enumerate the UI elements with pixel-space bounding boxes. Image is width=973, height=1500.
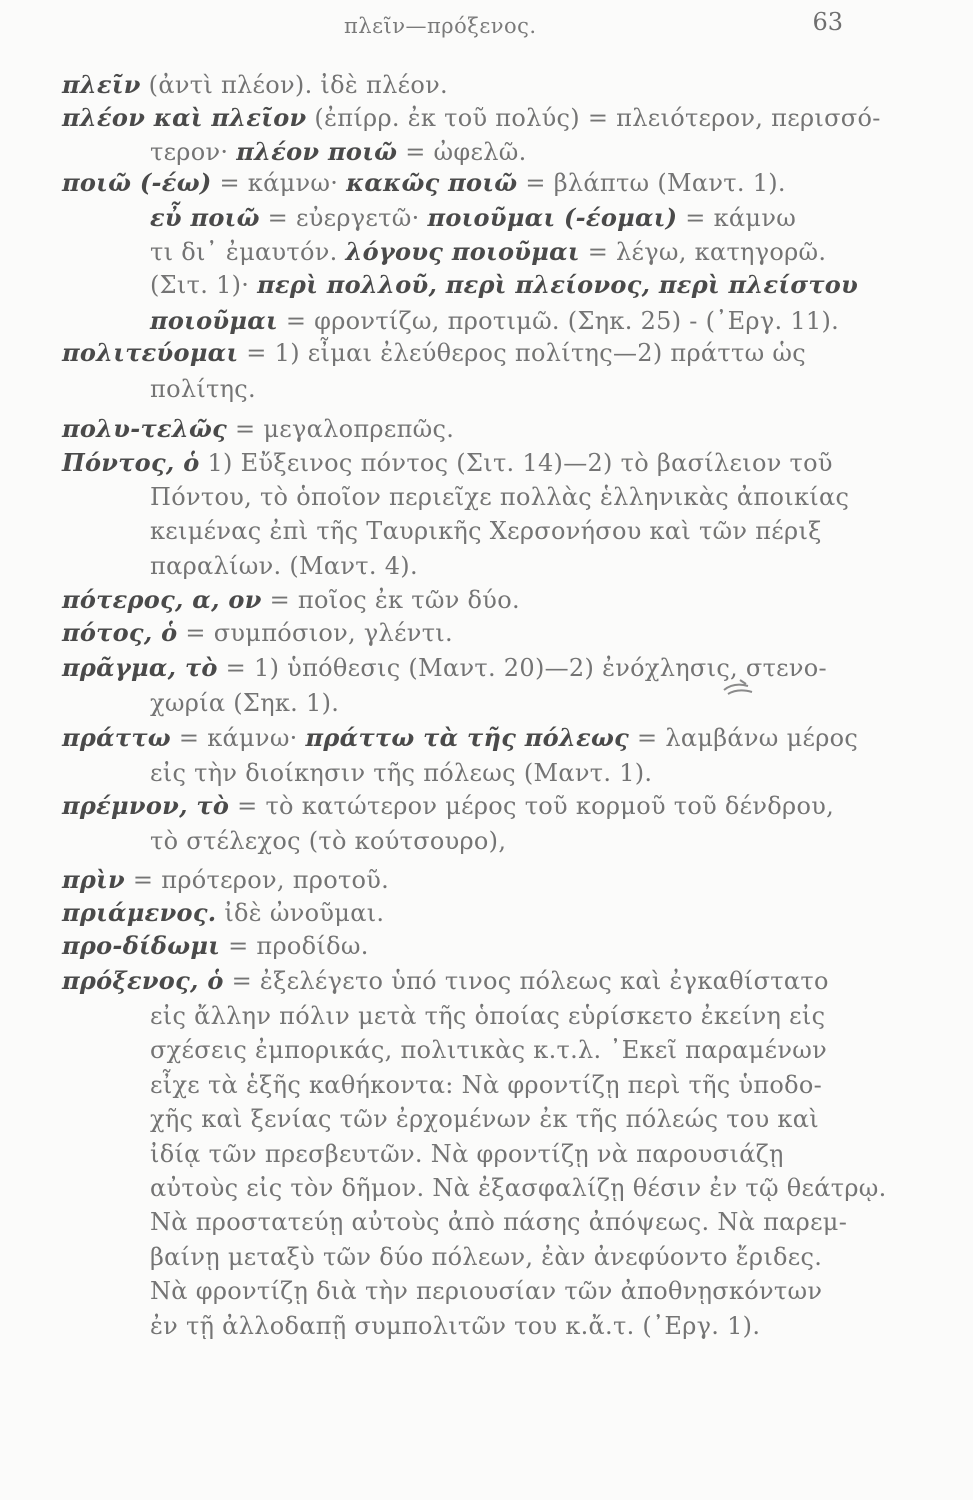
entry-line-continuation	[150, 1139, 784, 1169]
headword: προ-δίδωμι	[62, 931, 221, 960]
headword: πλέον ποιῶ	[236, 137, 398, 166]
definition-text: = μεγαλοπρεπῶς.	[227, 415, 455, 443]
definition-text: τερον·	[150, 138, 237, 166]
definition-text: = κάμνω·	[170, 724, 306, 752]
definition-text: = βλάπτω (Μαντ. 1).	[517, 169, 786, 197]
entry-line-continuation	[150, 688, 339, 718]
definition-text: = 1) ὑπόθεσις (Μαντ. 20)—2) ἐνόχλησις, στενο-	[217, 654, 827, 682]
definition-text: = τὸ κατώτερον μέρος τοῦ κορμοῦ τοῦ δένδρου,	[229, 792, 835, 820]
entry-line-first	[62, 618, 453, 648]
definition-text: = ποῖος ἐκ τῶν δύο.	[261, 586, 520, 614]
entry-line-first	[62, 168, 786, 198]
entry-line-continuation	[150, 1173, 887, 1203]
definition-text: = συμπόσιον, γλέντι.	[177, 619, 453, 647]
headword: πρὶν	[62, 865, 125, 894]
entry-line-continuation	[150, 1035, 827, 1065]
definition-text: 1) Εὔξεινος πόντος (Σιτ. 14)—2) τὸ βασίλειον τοῦ	[199, 449, 833, 477]
headword: πρέμνον, τὸ	[62, 791, 230, 820]
ink-smudge-mark	[718, 676, 758, 700]
entry-line-first	[62, 723, 858, 753]
definition-text: = 1) εἶμαι ἐλεύθερος πολίτης—2) πράττω ὡς	[238, 339, 806, 367]
definition-text: Νὰ προστατεύῃ αὐτοὺς ἀπὸ πάσης ἀπόψεως. Νὰ παρεμ-	[150, 1208, 848, 1236]
headword: εὖ ποιῶ	[150, 203, 260, 232]
headword: Πόντος, ὁ	[62, 448, 200, 477]
headword: ποιοῦμαι (-έομαι)	[427, 203, 678, 232]
definition-text: εἰς τὴν διοίκησιν τῆς πόλεως (Μαντ. 1).	[150, 759, 653, 787]
entry-line-first	[62, 791, 834, 821]
definition-text: (Σιτ. 1)·	[150, 271, 258, 299]
headword: πολιτεύομαι	[62, 338, 239, 367]
definition-text: = φροντίζω, προτιμῶ. (Σηκ. 25) - (᾿Εργ. 11).	[277, 307, 840, 335]
definition-text: χωρία (Σηκ. 1).	[150, 689, 340, 717]
headword: ποιῶ (-έω)	[62, 168, 212, 197]
definition-text: = ἐξελέγετο ὑπό τινος πόλεως καὶ ἐγκαθίστατο	[223, 967, 829, 995]
entry-line-first	[62, 70, 448, 100]
definition-text: βαίνῃ μεταξὺ τῶν δύο πόλεων, ἐὰν ἀνεφύοντο ἔριδες.	[150, 1243, 823, 1271]
entry-line-continuation	[150, 758, 652, 788]
definition-text: = εὐεργετῶ·	[259, 204, 428, 232]
headword: πράττω τὰ τῆς πόλεως	[305, 723, 630, 752]
definition-text: εἶχε τὰ ἑξῆς καθήκοντα: Νὰ φροντίζῃ περὶ τῆς ὑποδο-	[150, 1071, 823, 1099]
entry-line-first	[62, 898, 384, 928]
running-head: πλεῖν—πρόξενος.	[344, 14, 537, 38]
headword: περὶ πολλοῦ, περὶ πλείονος, περὶ πλείστου	[257, 270, 859, 299]
definition-text: (ἀντὶ πλέον). ἰδὲ πλέον.	[140, 71, 448, 99]
headword: πότος, ὁ	[62, 618, 178, 647]
definition-text: παραλίων. (Μαντ. 4).	[150, 552, 418, 580]
headword: πράττω	[62, 723, 171, 752]
entry-line-continuation	[150, 1207, 847, 1237]
entry-line-continuation	[150, 826, 506, 856]
definition-text: εἰς ἄλλην πόλιν μετὰ τῆς ὁποίας εὑρίσκετο ἐκείνη εἰς	[150, 1002, 826, 1030]
definition-text: πολίτης.	[150, 375, 256, 403]
entry-line-continuation	[150, 137, 527, 167]
entry-line-continuation	[150, 516, 822, 546]
entry-line-continuation	[150, 374, 256, 404]
entry-line-first	[62, 448, 833, 478]
headword: πρόξενος, ὁ	[62, 966, 224, 995]
entry-line-continuation	[150, 1276, 822, 1306]
definition-text: ἐν τῇ ἀλλοδαπῇ συμπολιτῶν του κ.ἄ.τ. (᾿Εργ. 1).	[150, 1312, 761, 1340]
entry-line-continuation	[150, 1104, 819, 1134]
definition-text: = ὠφελῶ.	[397, 138, 527, 166]
headword: πλέον καὶ πλεῖον	[62, 103, 307, 132]
entry-line-first	[62, 414, 454, 444]
headword: κακῶς ποιῶ	[346, 168, 518, 197]
entry-line-first	[62, 103, 881, 133]
headword: πότερος, α, ον	[62, 585, 262, 614]
definition-text: (ἐπίρρ. ἐκ τοῦ πολύς) = πλειότερον, περισσό-	[306, 104, 881, 132]
entry-line-continuation	[150, 551, 418, 581]
entry-line-continuation	[150, 1242, 822, 1272]
headword: πολυ-τελῶς	[62, 414, 228, 443]
definition-text: = λέγω, κατηγορῶ.	[579, 238, 827, 266]
definition-text: χῆς καὶ ξενίας τῶν ἐρχομένων ἐκ τῆς πόλεώς του καὶ	[150, 1105, 819, 1133]
headword: ποιοῦμαι	[150, 306, 278, 335]
entry-line-continuation	[150, 270, 858, 300]
definition-text: τι δι᾿ ἐμαυτόν.	[150, 238, 346, 266]
definition-text: = λαμβάνω μέρος	[629, 724, 859, 752]
entry-line-first	[62, 865, 389, 895]
definition-text: = κάμνω·	[211, 169, 347, 197]
entry-line-first	[62, 585, 520, 615]
entry-line-first	[62, 338, 806, 368]
definition-text: Νὰ φροντίζῃ διὰ τὴν περιουσίαν τῶν ἀποθνῃσκόντων	[150, 1277, 823, 1305]
definition-text: = προδίδω.	[220, 932, 369, 960]
entry-line-first	[62, 653, 827, 683]
definition-text: αὐτοὺς εἰς τὸν δῆμον. Νὰ ἐξασφαλίζῃ θέσιν ἐν τῷ θεάτρῳ.	[150, 1174, 887, 1202]
entry-line-continuation	[150, 482, 849, 512]
entry-line-first	[62, 966, 829, 996]
headword: λόγους ποιοῦμαι	[345, 237, 580, 266]
headword: πλεῖν	[62, 70, 141, 99]
headword: πριάμενος.	[62, 898, 217, 927]
definition-text: = κάμνω	[677, 204, 797, 232]
definition-text: Πόντου, τὸ ὁποῖον περιεῖχε πολλὰς ἑλληνικὰς ἀποικίας	[150, 483, 850, 511]
definition-text: = πρότερον, προτοῦ.	[125, 866, 390, 894]
entry-line-continuation	[150, 1070, 822, 1100]
definition-text: ἰδὲ ὠνοῦμαι.	[216, 899, 385, 927]
definition-text: σχέσεις ἐμπορικάς, πολιτικὰς κ.τ.λ. ᾿Εκεῖ παραμένων	[150, 1036, 827, 1064]
page-number: 63	[812, 8, 843, 36]
entry-line-continuation	[150, 1311, 760, 1341]
definition-text: κειμένας ἐπὶ τῆς Ταυρικῆς Χερσονήσου καὶ τῶν πέριξ	[150, 517, 822, 545]
entry-line-continuation	[150, 203, 796, 233]
entry-line-continuation	[150, 1001, 825, 1031]
headword: πρᾶγμα, τὸ	[62, 653, 218, 682]
definition-text: τὸ στέλεχος (τὸ κούτσουρο),	[150, 827, 507, 855]
entry-line-continuation	[150, 237, 826, 267]
definition-text: ἰδίᾳ τῶν πρεσβευτῶν. Νὰ φροντίζῃ νὰ παρουσιάζῃ	[150, 1140, 784, 1168]
entry-line-continuation	[150, 306, 839, 336]
entry-line-first	[62, 931, 369, 961]
